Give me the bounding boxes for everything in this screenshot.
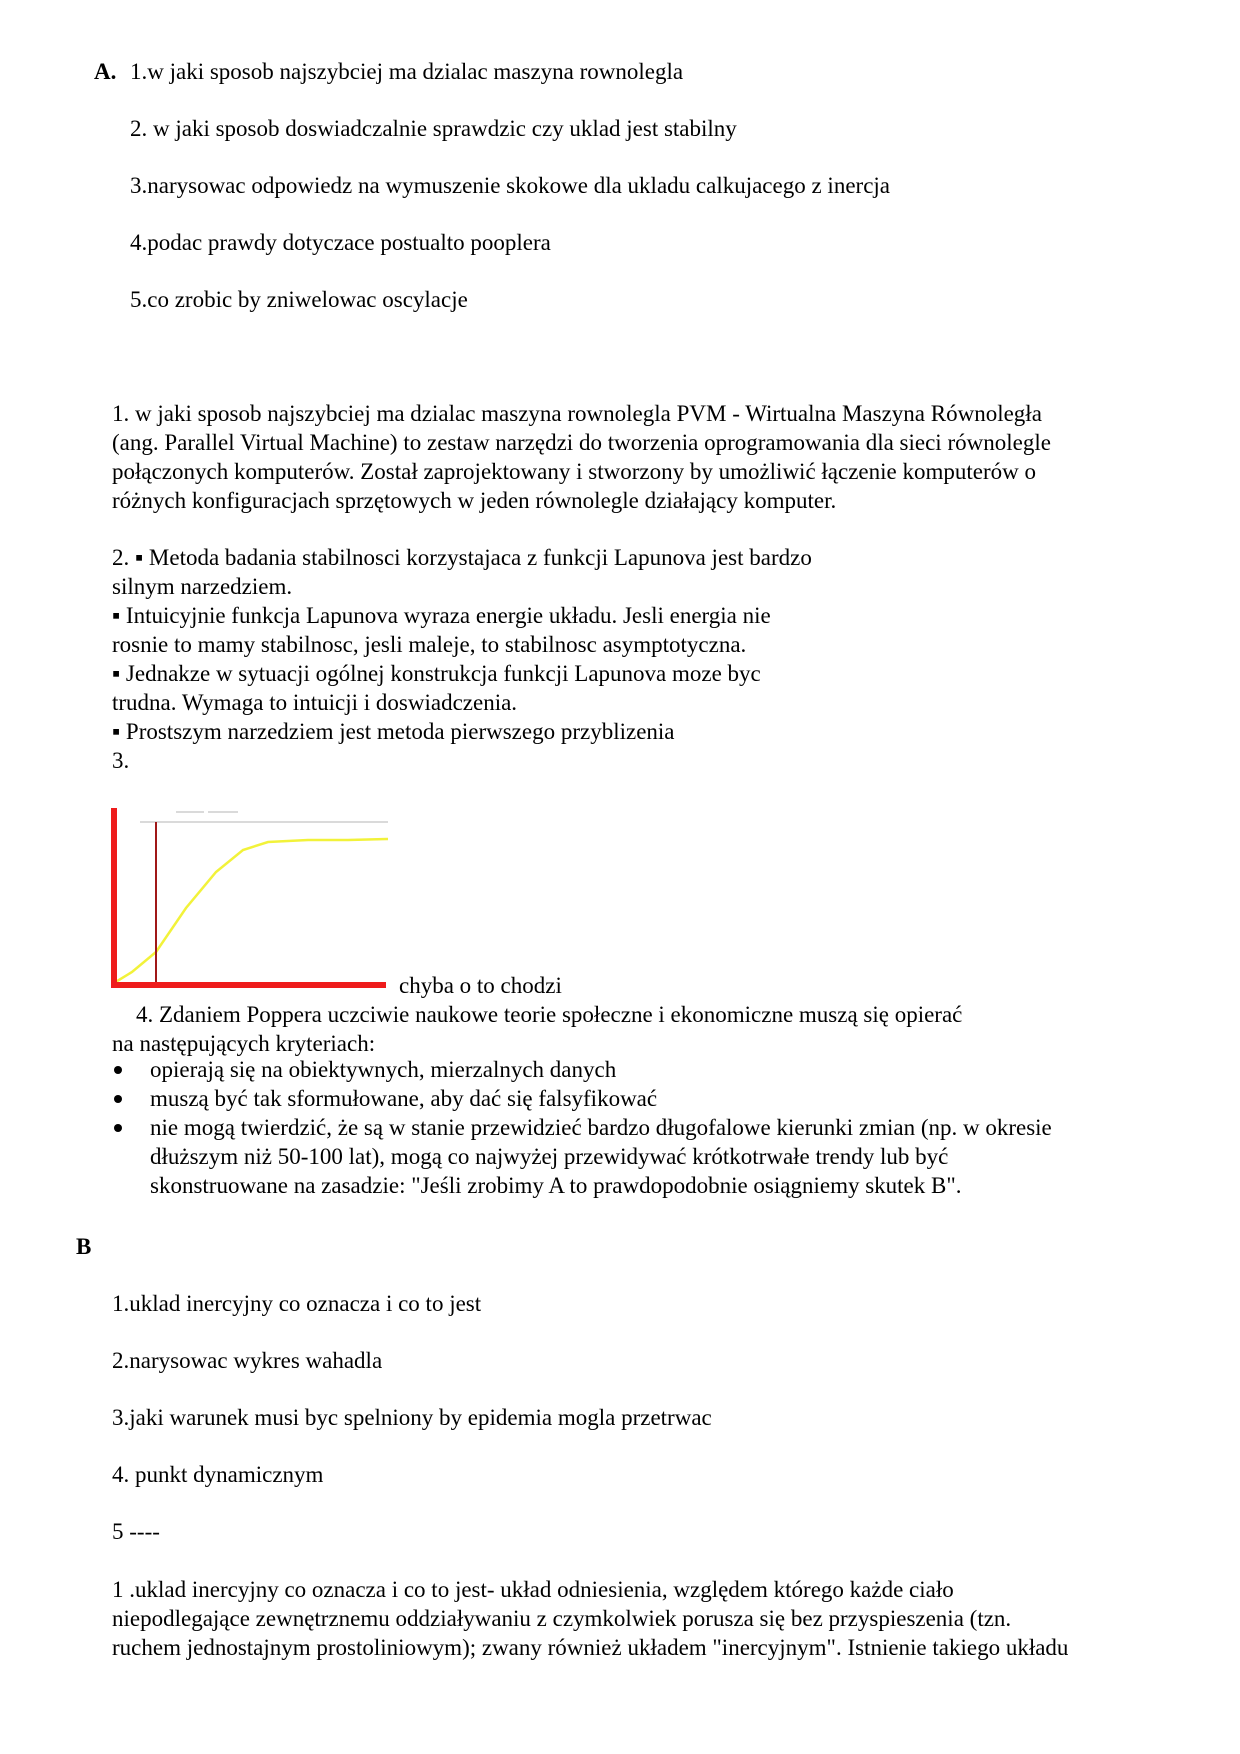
answer-line: na następujących kryteriach: — [112, 1031, 376, 1056]
section-a-question-5: 5.co zrobic by zniwelowac oscylacje — [130, 287, 468, 312]
list-item-text: dłuższym niż 50-100 lat), mogą co najwyżej przewidywać krótkotrwałe trendy lub być — [150, 1144, 949, 1169]
answer-line: niepodlegające zewnętrznemu oddziaływaniu z czymkolwiek porusza się bez przyspieszenia (tzn. — [112, 1606, 1012, 1631]
list-item-text: opierają się na obiektywnych, mierzalnych danych — [150, 1057, 617, 1082]
section-b-question-1: 1.uklad inercyjny co oznacza i co to jest — [112, 1291, 482, 1316]
answer-line: ▪ Jednakze w sytuacji ogólnej konstrukcja funkcji Lapunova moze byc — [112, 661, 761, 686]
answer-line: 1 .uklad inercyjny co oznacza i co to jest- układ odniesienia, względem którego każde ciało — [112, 1577, 954, 1602]
list-item — [112, 1055, 1132, 1084]
section-b-question-5: 5 ---- — [112, 1519, 160, 1544]
list-item-text: skonstruowane na zasadzie: "Jeśli zrobimy A to prawdopodobnie osiągniemy skutek B". — [150, 1173, 962, 1198]
section-b-label: B — [76, 1234, 92, 1259]
step-response-sketch — [108, 800, 398, 990]
bullet-icon — [114, 1066, 122, 1074]
answer-line: 4. Zdaniem Poppera uczciwie naukowe teorie społeczne i ekonomiczne muszą się opierać — [136, 1002, 963, 1027]
answer-line: ruchem jednostajnym prostoliniowym); zwany również układem "inercyjnym". Istnienie takiego układu — [112, 1635, 1069, 1660]
answer-line: trudna. Wymaga to intuicji i doswiadczenia. — [112, 690, 518, 715]
answer-line: połączonych komputerów. Został zaprojektowany i stworzony by umożliwić łączenie komputerów o — [112, 459, 1036, 484]
answer-line: ▪ Intuicyjnie funkcja Lapunova wyraza energie układu. Jesli energia nie — [112, 603, 771, 628]
bullet-icon — [114, 1095, 122, 1103]
sketch-caption: chyba o to chodzi — [399, 973, 562, 998]
section-a-label: A. — [94, 59, 117, 84]
section-b-question-3: 3.jaki warunek musi byc spelniony by epidemia mogla przetrwac — [112, 1405, 712, 1430]
section-a-answer-4-intro — [112, 1000, 962, 1058]
answer-line: (ang. Parallel Virtual Machine) to zestaw narzędzi do tworzenia oprogramowania dla sieci równolegle — [112, 430, 1051, 455]
list-item-text: nie mogą twierdzić, że są w stanie przewidzieć bardzo długofalowe kierunki zmian (np. w okresie — [150, 1115, 1052, 1140]
popper-criteria-list — [112, 1055, 1132, 1200]
list-item — [112, 1113, 1132, 1200]
bullet-icon — [114, 1124, 122, 1132]
list-item-text: muszą być tak sformułowane, aby dać się falsyfikować — [150, 1086, 658, 1111]
section-b-question-2: 2.narysowac wykres wahadla — [112, 1348, 383, 1373]
section-a-question-4: 4.podac prawdy dotyczace postualto pooplera — [130, 230, 551, 255]
answer-line: 1. w jaki sposob najszybciej ma dzialac maszyna rownolegla PVM - Wirtualna Maszyna Równoległa — [112, 401, 1042, 426]
section-a-question-2: 2. w jaki sposob doswiadczalnie sprawdzic czy uklad jest stabilny — [130, 116, 737, 141]
answer-line: silnym narzedziem. — [112, 574, 293, 599]
answer-line: ▪ Prostszym narzedziem jest metoda pierwszego przyblizenia — [112, 719, 675, 744]
answer-line: rosnie to mamy stabilnosc, jesli maleje, to stabilnosc asymptotyczna. — [112, 632, 747, 657]
section-b-answer-1 — [112, 1575, 1068, 1662]
section-a-question-1: 1.w jaki sposob najszybciej ma dzialac maszyna rownolegla — [130, 59, 684, 84]
list-item — [112, 1084, 1132, 1113]
section-a-question-3: 3.narysowac odpowiedz na wymuszenie skokowe dla ukladu calkujacego z inercja — [130, 173, 890, 198]
section-a-answer-1 — [112, 399, 1051, 515]
answer-line: różnych konfiguracjach sprzętowych w jeden równolegle działający komputer. — [112, 488, 837, 513]
answer-line: 2. ▪ Metoda badania stabilnosci korzystajaca z funkcji Lapunova jest bardzo — [112, 545, 812, 570]
section-a-answer-2 — [112, 543, 812, 775]
section-b-question-4: 4. punkt dynamicznym — [112, 1462, 324, 1487]
answer-line: 3. — [112, 748, 130, 773]
